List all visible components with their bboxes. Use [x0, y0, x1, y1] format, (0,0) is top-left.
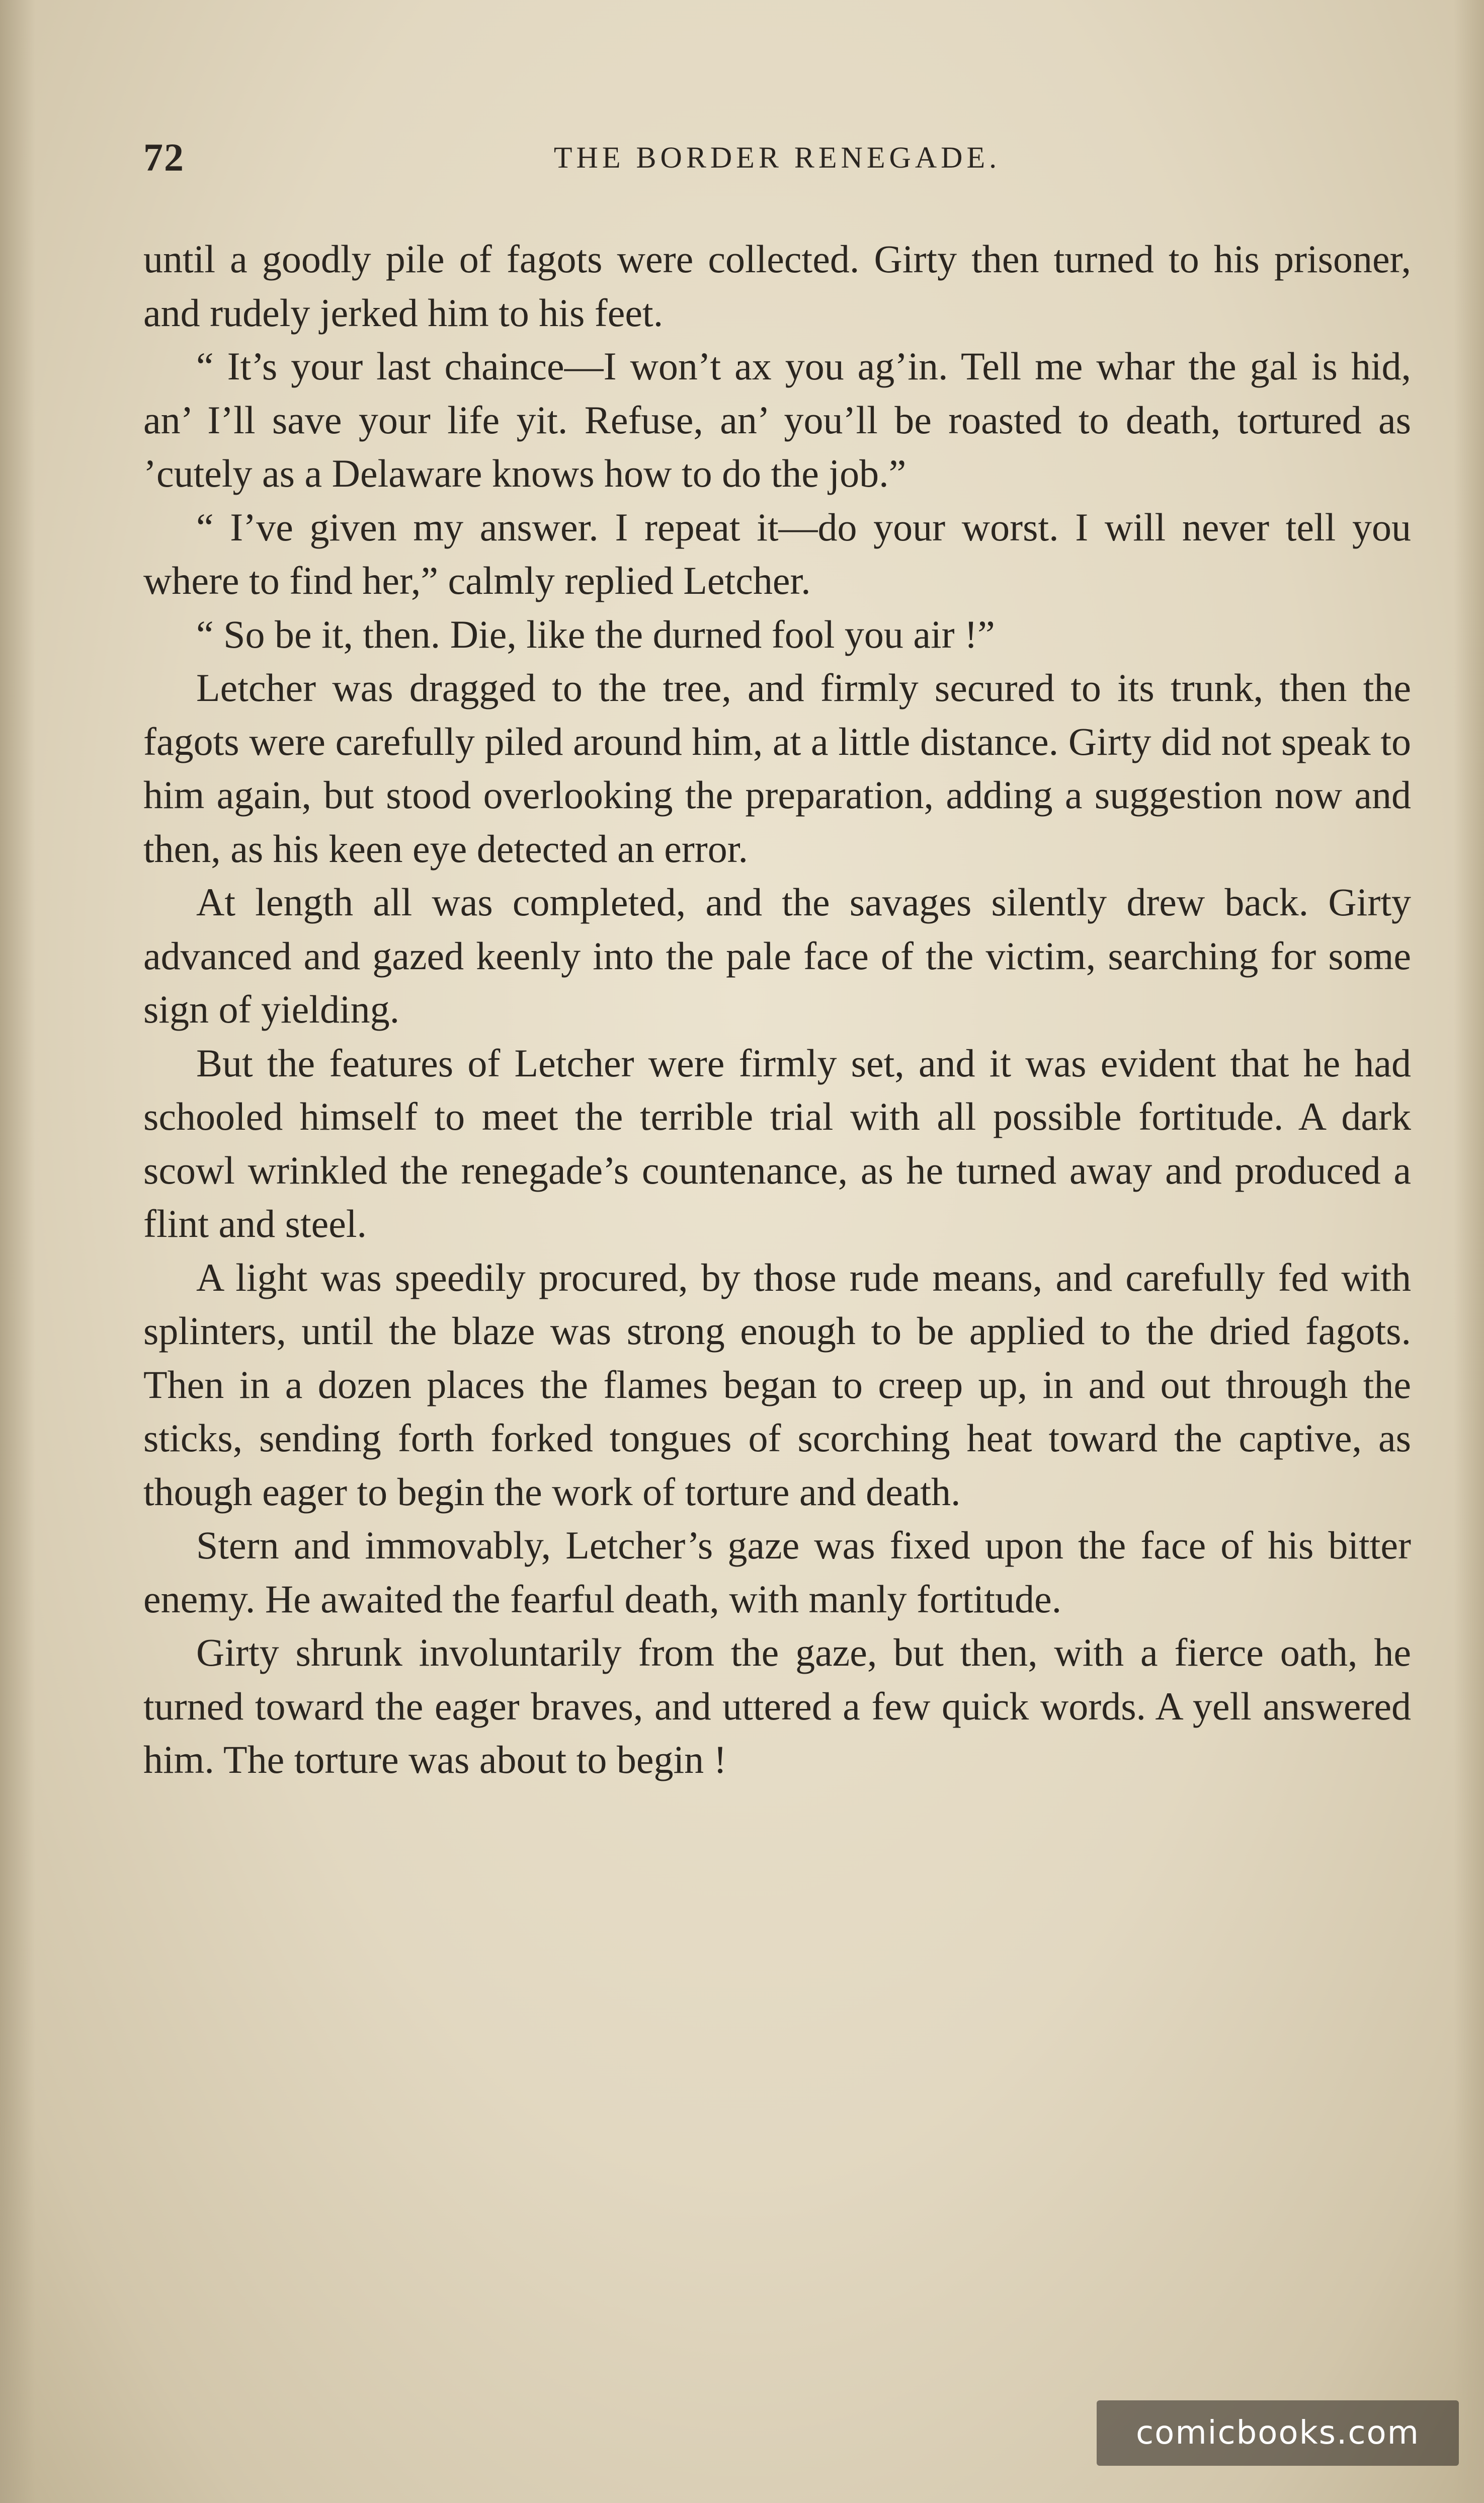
paragraph: “ It’s your last chaince—I won’t ax you ag’in. Tell me whar the gal is hid, an’ I’ll save your life yit. Refuse, an’ you’ll be roasted to death, tortured as ’cutely as a Delaware knows how to do the job.” — [143, 344, 1411, 495]
paragraph: Girty shrunk involuntarily from the gaze, but then, with a fierce oath, he turned toward the eager braves, and uttered a few quick words. A yell answered him. The torture was about to begin ! — [143, 1630, 1411, 1781]
paragraph: Letcher was dragged to the tree, and firmly secured to its trunk, then the fagots were carefully piled around him, at a little distance. Girty did not speak to him again, but stood overlooking the preparation, adding a suggestion now and then, as his keen eye detected an error. — [143, 666, 1411, 871]
watermark: comicbooks.com — [1097, 2400, 1459, 2466]
paragraph: “ I’ve given my answer. I repeat it—do your worst. I will never tell you where to find her,” calmly replied Letcher. — [143, 505, 1411, 602]
paragraph: until a goodly pile of fagots were collected. Girty then turned to his prisoner, and rudely jerked him to his feet. — [143, 237, 1411, 335]
paragraph: Stern and immovably, Letcher’s gaze was fixed upon the face of his bitter enemy. He awaited the fearful death, with manly fortitude. — [143, 1523, 1411, 1621]
paragraph: But the features of Letcher were firmly set, and it was evident that he had schooled himself to meet the terrible trial with all possible fortitude. A dark scowl wrinkled the renegade’s countenance, as he turned away and produced a flint and steel. — [143, 1041, 1411, 1245]
page-number: 72 — [143, 135, 185, 179]
running-header — [143, 130, 1411, 185]
paragraph: A light was speedily procured, by those rude means, and carefully fed with splinters, until the blaze was strong enough to be applied to the dried fagots. Then in a dozen places the flames began to creep up, in and out through the sticks, sending forth forked tongues of scorching heat toward the captive, as though eager to begin the work of torture and death. — [143, 1255, 1411, 1514]
running-title: THE BORDER RENEGADE. — [553, 141, 1001, 174]
body-text — [143, 232, 1411, 1787]
paragraph: At length all was completed, and the savages silently drew back. Girty advanced and gazed keenly into the pale face of the victim, searching for some sign of yielding. — [143, 880, 1411, 1031]
page-edge-shadow-right — [1454, 0, 1484, 2503]
paragraph: “ So be it, then. Die, like the durned fool you air !” — [196, 612, 995, 656]
page-edge-shadow-left — [0, 0, 35, 2503]
